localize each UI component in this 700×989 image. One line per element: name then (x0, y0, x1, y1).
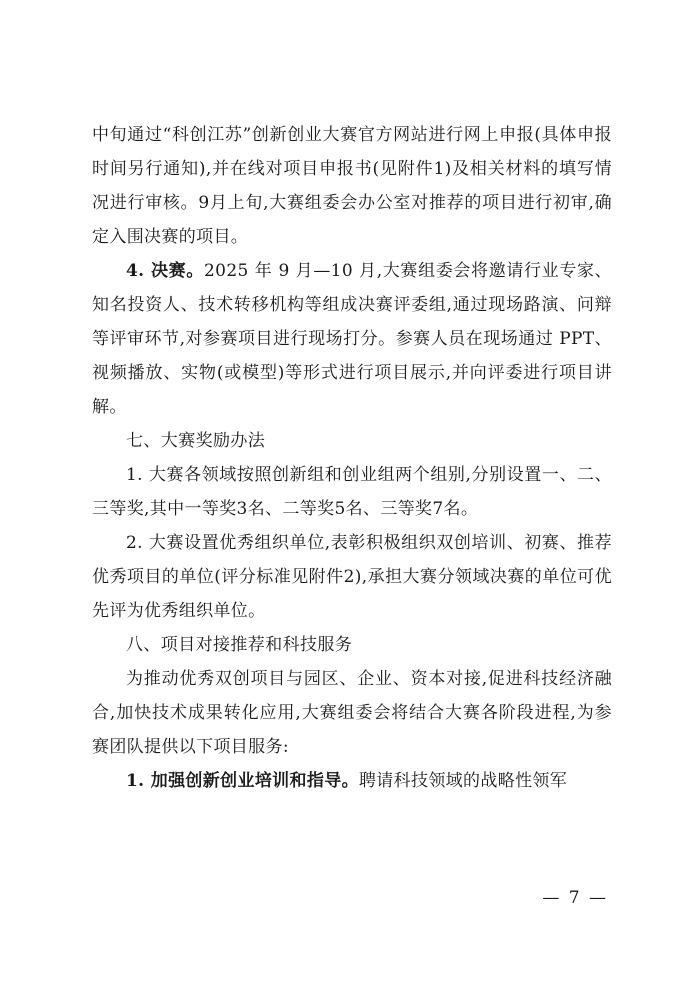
section-heading-awards: 七、大赛奖励办法 (126, 431, 266, 451)
paragraph-training (92, 764, 612, 798)
paragraph-text: 为推动优秀双创项目与园区、企业、资本对接,促进科技经济融合,加快技术成果转化应用,大赛组委会将结合大赛各阶段进程,为参赛团队提供以下项目服务: (92, 669, 612, 757)
paragraph-organizer-award (92, 526, 612, 628)
paragraph-lead: 4. 决赛。 (126, 261, 204, 281)
page-number: — 7 — (542, 888, 608, 908)
section-heading-services: 八、项目对接推荐和科技服务 (126, 635, 353, 655)
paragraph-lead: 1. 加强创新创业培训和指导。 (126, 771, 359, 791)
paragraph-text: 聘请科技领域的战略性领军 (358, 771, 568, 791)
paragraph-text: 2025 年 9 月—10 月,大赛组委会将邀请行业专家、知名投资人、技术转移机构等组成决赛评委组,通过现场路演、问辩等评审环节,对参赛项目进行现场打分。参赛人员在现场通过 PPT、视频播放、实物(或模型)等形式进行项目展示,并向评委进行项目讲解。 (92, 261, 612, 417)
paragraph-services-intro (92, 662, 612, 764)
paragraph-text: 2. 大赛设置优秀组织单位,表彰积极组织双创培训、初赛、推荐优秀项目的单位(评分标准见附件2),承担大赛分领域决赛的单位可优先评为优秀组织单位。 (92, 533, 612, 621)
paragraph-text: 1. 大赛各领域按照创新组和创业组两个组别,分别设置一、二、三等奖,其中一等奖3名、二等奖5名、三等奖7名。 (92, 465, 612, 519)
paragraph-award-levels (92, 458, 612, 526)
paragraph-text: 中旬通过“科创江苏”创新创业大赛官方网站进行网上申报(具体申报时间另行通知),并在线对项目申报书(见附件1)及相关材料的填写情况进行审核。9月上旬,大赛组委会办公室对推荐的项目进行初审,确定入围决赛的项目。 (92, 125, 612, 247)
paragraph-application-review (92, 118, 612, 254)
paragraph-finals (92, 254, 612, 424)
document-body (92, 118, 612, 798)
